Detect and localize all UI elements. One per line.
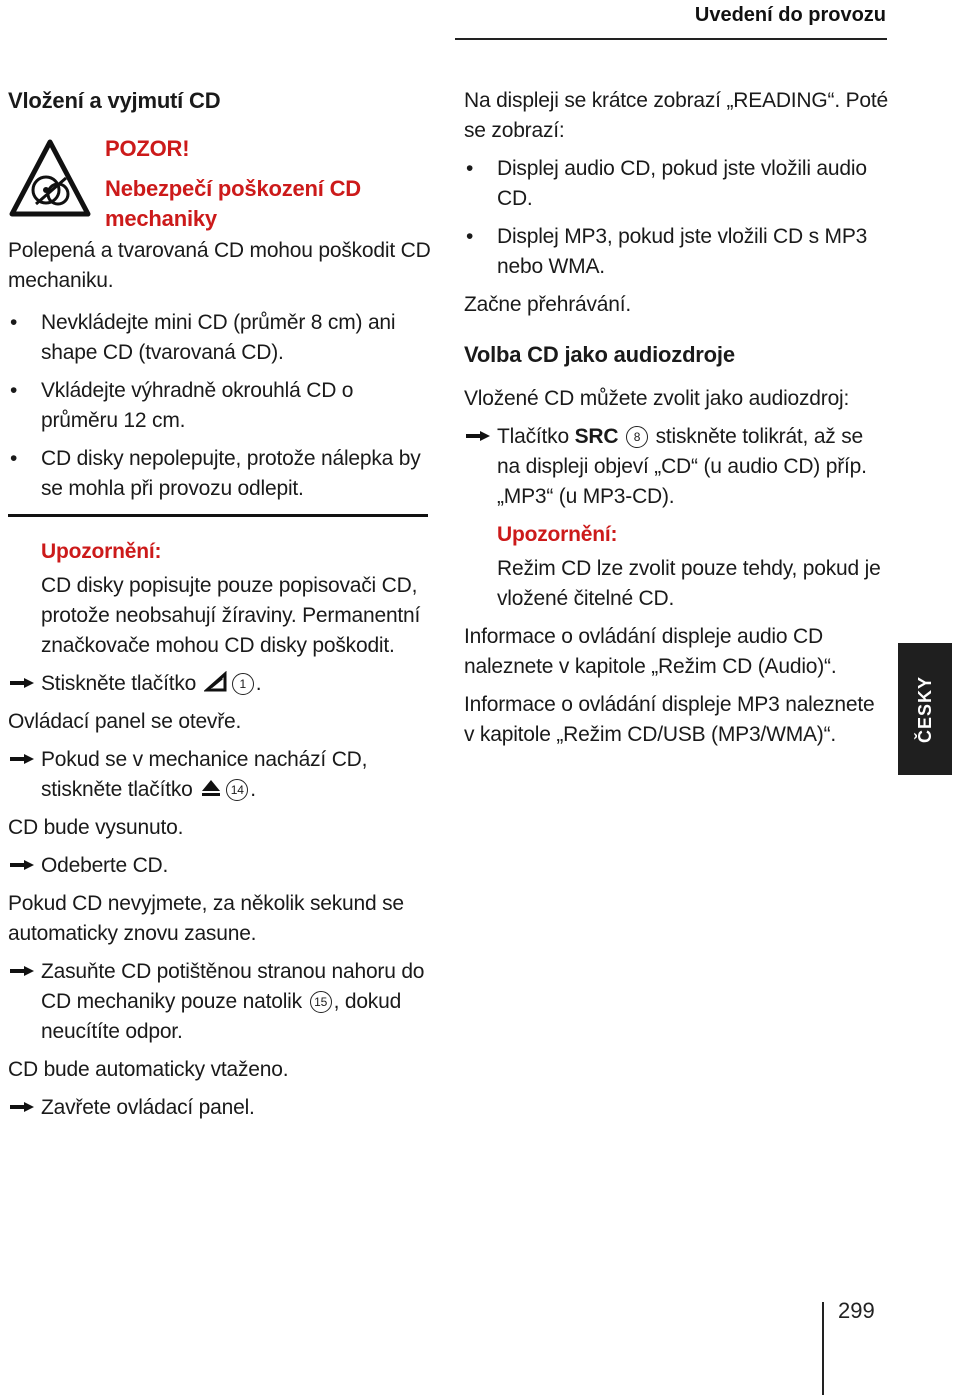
instruction-step [8,745,433,805]
left-column [8,86,433,1131]
list-item-text: Vkládejte výhradně okrouhlá CD o průměru 12 cm. [41,379,354,432]
left-bullet-list [8,308,433,504]
list-item-text: Displej audio CD, pokud jste vložili audio CD. [497,157,867,210]
result-text: Pokud CD nevyjmete, za několik sekund se automaticky znovu zasune. [8,892,404,945]
right-column [464,86,889,758]
cd-damage-warning-icon [8,138,92,218]
pointing-hand-icon [8,675,36,691]
bullet-icon: • [10,379,18,402]
step-text: Odeberte CD. [41,854,169,877]
result-text: Ovládací panel se otevře. [8,710,242,733]
pointing-hand-icon [464,428,492,444]
reference-number: 14 [226,779,248,801]
open-panel-icon [204,671,228,693]
pointing-hand-icon [8,857,36,873]
list-item-text: Displej MP3, pokud jste vložili CD s MP3 nebo WMA. [497,225,868,278]
playback-text: Začne přehrávání. [464,293,632,316]
step-suffix: . [255,672,262,695]
pointing-hand-icon [8,1099,36,1115]
step-text: Zasuňte CD potištěnou stranou nahoru do CD mechaniky pouze natolik [41,960,425,1013]
warning-heading [105,134,425,234]
heading-select-cd-source: Volba CD jako audiozdroje [464,342,735,367]
language-tab [898,643,952,775]
lead-text: Vložené CD můžete zvolit jako audiozdroj: [464,387,850,410]
step-text: Zavřete ovládací panel. [41,1096,255,1119]
list-item [8,444,433,504]
step-suffix: . [250,778,256,801]
page-number: 299 [838,1298,875,1323]
header-rule [455,38,887,40]
bullet-icon: • [10,311,18,334]
warning-box [8,130,433,308]
bullet-icon: • [466,157,474,180]
bullet-icon: • [466,225,474,248]
step-prefix: Tlačítko [497,425,569,448]
src-key-label: SRC [574,425,619,448]
warning-text: Polepená a tvarovaná CD mohou poškodit CD mechaniku. [8,239,431,292]
note-block [464,520,889,614]
intro-text: Na displeji se krátce zobrazí „READING“. Poté se zobrazí: [464,89,888,142]
result-text: CD bude vysunuto. [8,816,184,839]
note-title: Upozornění: [41,540,162,563]
page-number-rule [822,1302,824,1395]
right-bullet-list [464,154,889,282]
section-divider [8,514,428,517]
bullet-icon: • [10,447,18,470]
info-text: Informace o ovládání displeje audio CD naleznete v kapitole „Režim CD (Audio)“. [464,625,837,678]
step-text: Pokud se v mechanice nachází CD, stiskněte tlačítko [41,748,368,801]
heading-insert-remove-cd: Vložení a vyjmutí CD [8,88,221,113]
list-item-text: Nevkládejte mini CD (průměr 8 cm) ani shape CD (tvarovaná CD). [41,311,396,364]
list-item [464,222,889,282]
step-suffix: , dokud neucítíte odpor. [41,990,402,1043]
result-text: CD bude automaticky vtaženo. [8,1058,289,1081]
warning-subtitle: Nebezpečí poškození CD mechaniky [105,176,361,231]
note-title: Upozornění: [497,523,618,546]
section-title: Uvedení do provozu [694,4,886,26]
pointing-hand-icon [8,751,36,767]
warning-label: POZOR! [105,136,190,161]
reference-number: 8 [626,426,648,448]
pointing-hand-icon [8,963,36,979]
note-text: Režim CD lze zvolit pouze tehdy, pokud je vložené čitelné CD. [497,557,881,610]
note-text: CD disky popisujte pouze popisovači CD, protože neobsahují žíraviny. Permanentní značkovače mohou CD disky poškodit. [41,574,421,657]
instruction-step [464,422,889,512]
instruction-step [8,851,433,881]
instruction-step [8,1093,433,1123]
list-item [8,308,433,368]
list-item-text: CD disky nepolepujte, protože nálepka by se mohla při provozu odlepit. [41,447,421,500]
step-text: stiskněte tolikrát, až se na displeji objeví „CD“ (u audio CD) příp. „MP3“ (u MP3-CD). [497,425,867,508]
step-text: Stiskněte tlačítko [41,672,197,695]
list-item [464,154,889,214]
reference-number: 15 [310,991,332,1013]
language-tab-label: ČESKY [914,675,935,743]
reference-number: 1 [232,673,254,695]
instruction-step [8,957,433,1047]
list-item [8,376,433,436]
info-text: Informace o ovládání displeje MP3 naleznete v kapitole „Režim CD/USB (MP3/WMA)“. [464,693,875,746]
eject-icon [200,777,222,799]
instruction-step [8,669,433,699]
note-block [8,537,433,661]
